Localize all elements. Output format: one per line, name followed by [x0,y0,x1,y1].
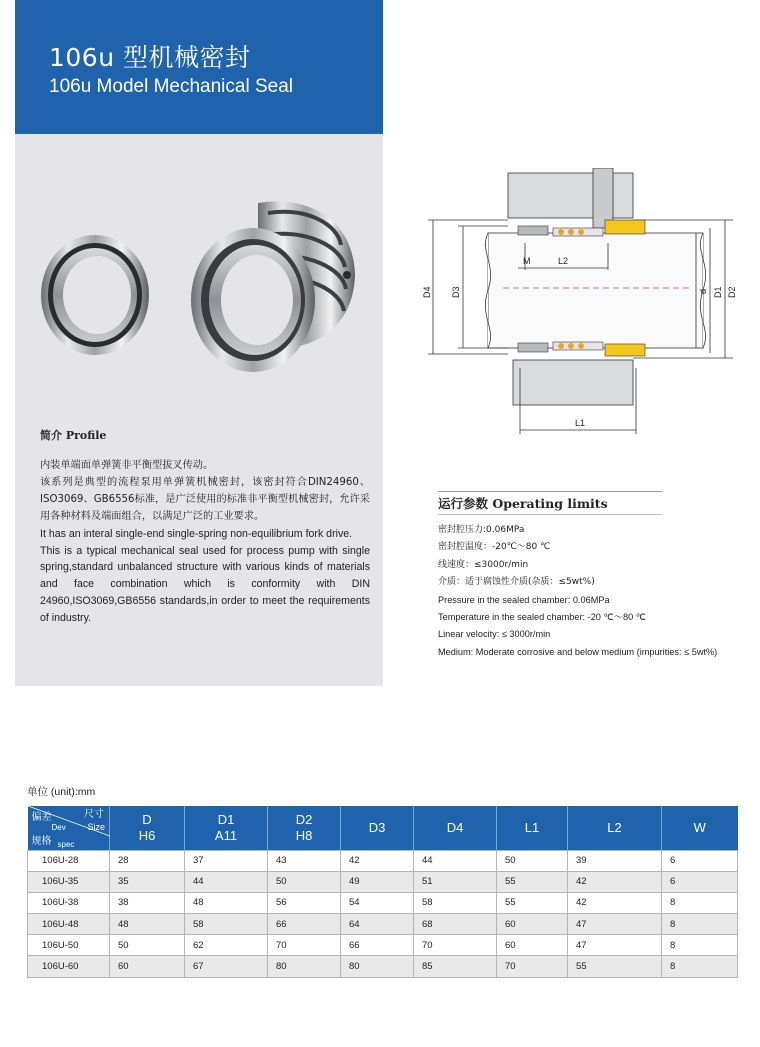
dev-label-cn: 偏差 [31,812,52,823]
value-cell: 42 [341,850,414,871]
limit-item: Medium: Moderate corrosive and below medium (impurities: ≤ 5wt%) [438,646,718,657]
divider [438,514,662,515]
page-title-cn: 106u 型机械密封 [49,43,251,72]
value-cell: 44 [414,850,497,871]
value-cell: 60 [497,914,568,935]
value-cell: 37 [185,850,268,871]
value-cell: 50 [110,935,185,956]
label-l1: L1 [575,418,586,428]
value-cell: 80 [268,956,341,977]
table-row [28,935,738,956]
table-row [28,914,738,935]
value-cell: 70 [497,956,568,977]
value-cell: 51 [414,871,497,892]
value-cell: 8 [662,935,738,956]
value-cell: 58 [414,892,497,913]
technical-diagram [413,168,753,438]
profile-heading: 简介 Profile [40,429,107,442]
table-header-row [28,806,738,850]
spec-table [27,806,738,978]
label-l2: L2 [558,256,569,266]
column-header: D3 [341,806,414,850]
value-cell: 55 [568,956,662,977]
profile-paragraph: This is a typical mechanical seal used for process pump with single spring,standard unbalanced structure with various kinds of materials and face combination which is conformity with DIN 24960,ISO3069,GB6556 standards,in order to meet the requirements of industry. [40,544,370,625]
label-d3: D3 [451,286,461,298]
value-cell: 60 [110,956,185,977]
corner-header [28,806,110,850]
limit-item: Linear velocity: ≤ 3000r/min [438,629,551,640]
value-cell: 35 [110,871,185,892]
value-cell: 47 [568,935,662,956]
value-cell: 42 [568,892,662,913]
spec-cell: 106U-38 [28,892,110,913]
value-cell: 44 [185,871,268,892]
column-header: D4 [414,806,497,850]
value-cell: 38 [110,892,185,913]
limit-item: Temperature in the sealed chamber: -20 ℃～80 ℃ [438,612,647,623]
value-cell: 39 [568,850,662,871]
column-header: D2 H8 [268,806,341,850]
value-cell: 8 [662,892,738,913]
profile-paragraph: 内装单端面单弹簧非平衡型拔叉传动。 [40,460,214,471]
column-header: L2 [568,806,662,850]
limit-item: 介质：适于腐蚀性介质(杂质：≤5wt%) [438,577,595,588]
limit-item: 线速度：≤3000r/min [438,559,529,570]
value-cell: 62 [185,935,268,956]
value-cell: 6 [662,850,738,871]
operating-limits-list [438,522,717,661]
value-cell: 48 [185,892,268,913]
value-cell: 85 [414,956,497,977]
column-header: W [662,806,738,850]
value-cell: 42 [568,871,662,892]
value-cell: 47 [568,914,662,935]
operating-limits-heading: 运行参数 Operating limits [438,496,608,511]
value-cell: 64 [341,914,414,935]
value-cell: 60 [497,935,568,956]
value-cell: 56 [268,892,341,913]
label-d2: D2 [727,286,737,298]
value-cell: 49 [341,871,414,892]
value-cell: 54 [341,892,414,913]
spec-label-cn: 规格 [31,836,52,847]
column-header: D1 A11 [185,806,268,850]
value-cell: 68 [414,914,497,935]
spec-cell: 106U-50 [28,935,110,956]
profile-text [40,458,370,627]
limit-item: Pressure in the sealed chamber: 0.06MPa [438,594,610,605]
label-d1: D1 [713,286,723,298]
profile-paragraph: It has an interal single-end single-spring non-equilibrium fork drive. [40,527,353,540]
spec-cell: 106U-60 [28,956,110,977]
label-d4: D4 [422,286,432,298]
value-cell: 55 [497,871,568,892]
spec-cell: 106U-28 [28,850,110,871]
value-cell: 66 [268,914,341,935]
value-cell: 50 [268,871,341,892]
label-d: d [698,288,708,294]
value-cell: 48 [110,914,185,935]
unit-label: 单位 (unit):mm [27,786,96,798]
column-header: D H6 [110,806,185,850]
table-row [28,871,738,892]
size-label-en: Size [87,822,105,832]
value-cell: 70 [268,935,341,956]
value-cell: 66 [341,935,414,956]
table-row [28,956,738,977]
label-m: M [523,256,531,266]
seat-ring-image [41,235,149,355]
value-cell: 6 [662,871,738,892]
dev-label-en: Dev [51,823,66,832]
table-row [28,850,738,871]
value-cell: 67 [185,956,268,977]
page-title-en: 106u Model Mechanical Seal [49,76,293,97]
product-photo [33,185,373,385]
profile-paragraph: 该系列是典型的流程泵用单弹簧机械密封，该密封符合DIN24960、ISO3069、GB6556标准，是广泛使用的标准非平衡型机械密封，允许采用各种材料及端面组合，以满足广泛的工业要求。 [40,476,370,522]
spec-cell: 106U-48 [28,914,110,935]
rotating-seal-image [191,201,355,372]
value-cell: 80 [341,956,414,977]
spec-cell: 106U-35 [28,871,110,892]
value-cell: 8 [662,956,738,977]
value-cell: 8 [662,914,738,935]
value-cell: 58 [185,914,268,935]
table-row [28,892,738,913]
limit-item: 密封腔压力:0.06MPa [438,525,525,535]
divider [438,491,662,492]
value-cell: 55 [497,892,568,913]
value-cell: 50 [497,850,568,871]
value-cell: 43 [268,850,341,871]
column-header: L1 [497,806,568,850]
value-cell: 70 [414,935,497,956]
value-cell: 28 [110,850,185,871]
limit-item: 密封腔温度：-20℃～80 ℃ [438,542,551,553]
size-label-cn: 尺寸 [84,809,104,820]
spec-label-en: spec [57,840,75,849]
